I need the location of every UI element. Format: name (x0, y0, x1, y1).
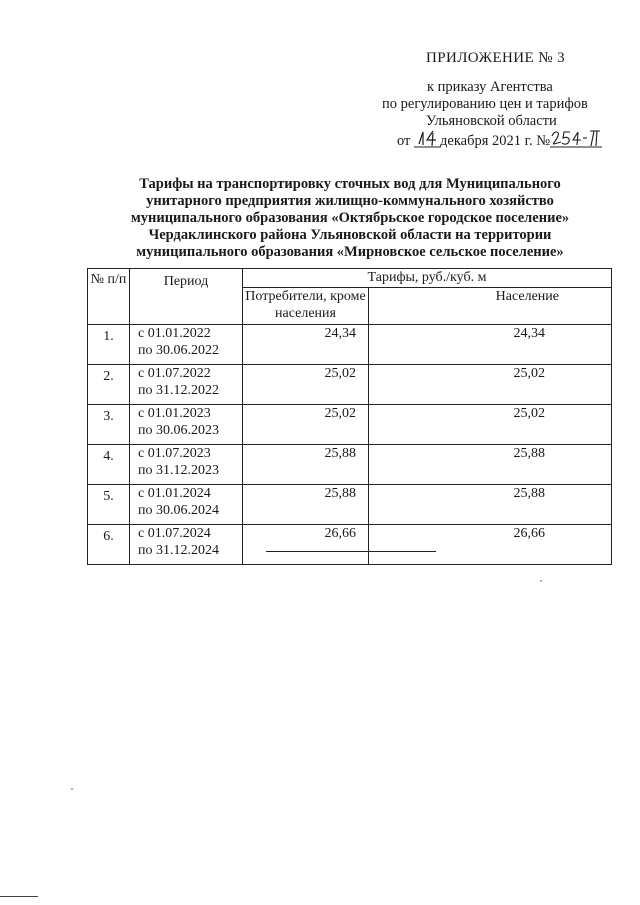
row-number: 2. (88, 365, 130, 405)
row-period (130, 325, 243, 365)
date-prefix: от (397, 133, 411, 149)
period-to: по 31.12.2022 (138, 383, 219, 398)
row-population-tariff: 25,88 (369, 445, 612, 485)
row-consumers-tariff: 26,66 (243, 525, 369, 565)
column-header-consumers: Потребители, кроме населения (243, 288, 369, 325)
date-middle: декабря 2021 г. № (440, 133, 551, 149)
column-header-tariffs: Тарифы, руб./куб. м (243, 269, 612, 288)
period-from: с 01.01.2023 (138, 406, 211, 421)
period-to: по 30.06.2022 (138, 343, 219, 358)
period-from: с 01.07.2024 (138, 526, 211, 541)
row-period (130, 485, 243, 525)
handwritten-day (414, 128, 440, 150)
row-population-tariff: 25,02 (369, 365, 612, 405)
title-line: Тарифы на транспортировку сточных вод для Муниципального (139, 176, 561, 192)
row-consumers-tariff: 25,02 (243, 405, 369, 445)
title-line: муниципального образования «Октябрьское городское поселение» (130, 210, 570, 226)
table-row (88, 365, 612, 405)
title-line: Чердаклинского района Ульяновской области на территории (148, 227, 552, 243)
column-header-number: № п/п (88, 269, 130, 325)
title-line: унитарного предприятия жилищно-коммунального хозяйство (146, 193, 554, 209)
period-from: с 01.07.2023 (138, 446, 211, 461)
row-consumers-tariff: 25,88 (243, 485, 369, 525)
table-row (88, 525, 612, 565)
row-period (130, 365, 243, 405)
title-line: муниципального образования «Мирновское сельское поселение» (136, 244, 564, 260)
column-header-population: Население (369, 288, 612, 325)
column-header-period: Период (130, 269, 243, 325)
table-row (88, 445, 612, 485)
row-number: 4. (88, 445, 130, 485)
scan-edge-mark (0, 896, 38, 897)
handwritten-order-number (550, 128, 602, 150)
period-from: с 01.01.2022 (138, 326, 211, 341)
tariffs-table (87, 268, 612, 565)
period-from: с 01.07.2022 (138, 366, 211, 381)
appendix-label: ПРИЛОЖЕНИЕ № 3 (426, 50, 565, 66)
row-population-tariff: 24,34 (369, 325, 612, 365)
row-number: 6. (88, 525, 130, 565)
order-date-line (397, 128, 602, 152)
row-number: 3. (88, 405, 130, 445)
order-line-3: Ульяновской области (426, 113, 557, 129)
row-period (130, 445, 243, 485)
row-number: 1. (88, 325, 130, 365)
table-row (88, 325, 612, 365)
period-to: по 31.12.2024 (138, 543, 219, 558)
period-from: с 01.01.2024 (138, 486, 211, 501)
end-of-document-rule (266, 551, 436, 552)
period-to: по 30.06.2023 (138, 423, 219, 438)
table-row (88, 405, 612, 445)
row-population-tariff: 25,02 (369, 405, 612, 445)
scan-speck (71, 788, 73, 790)
document-title (90, 176, 610, 261)
row-population-tariff: 25,88 (369, 485, 612, 525)
order-line-2: по регулированию цен и тарифов (382, 96, 588, 112)
row-number: 5. (88, 485, 130, 525)
order-line-1: к приказу Агентства (427, 79, 553, 95)
period-to: по 31.12.2023 (138, 463, 219, 478)
row-consumers-tariff: 25,88 (243, 445, 369, 485)
row-consumers-tariff: 24,34 (243, 325, 369, 365)
scan-speck (540, 580, 542, 582)
table-row (88, 485, 612, 525)
row-period (130, 525, 243, 565)
row-consumers-tariff: 25,02 (243, 365, 369, 405)
row-population-tariff: 26,66 (369, 525, 612, 565)
row-period (130, 405, 243, 445)
period-to: по 30.06.2024 (138, 503, 219, 518)
